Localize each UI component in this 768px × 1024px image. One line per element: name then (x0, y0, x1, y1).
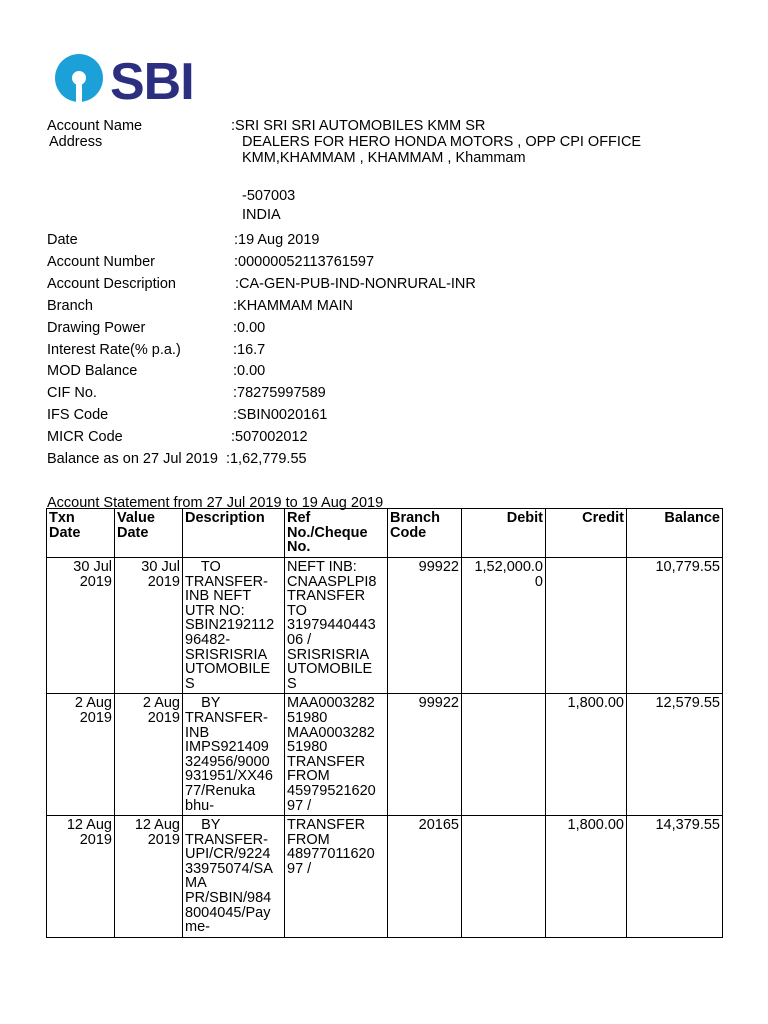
transactions-table (46, 508, 723, 938)
account-number-label: Account Number (47, 254, 155, 270)
balance-cell: 10,779.55 (627, 558, 723, 694)
header-ref: Ref No./Cheque No. (285, 509, 388, 558)
mod-balance-label: MOD Balance (47, 363, 138, 379)
branch-value: :KHAMMAM MAIN (233, 298, 354, 314)
table-row (47, 558, 723, 694)
table-row (47, 694, 723, 816)
debit-cell (462, 816, 546, 938)
credit-cell: 1,800.00 (546, 694, 627, 816)
value-date-cell: 12 Aug 2019 (115, 816, 183, 938)
table-header-row (47, 509, 723, 558)
mod-balance-value: :0.00 (233, 363, 266, 379)
ref-cell: NEFT INB: CNAASPLPI8 TRANSFER TO 31979440443 06 / SRISRISRIA UTOMOBILE S (285, 558, 388, 694)
address-line-4: INDIA (242, 207, 281, 223)
header-credit: Credit (546, 509, 627, 558)
date-value: :19 Aug 2019 (234, 232, 320, 248)
sbi-logo (54, 52, 204, 106)
txn-date-cell: 2 Aug 2019 (47, 694, 115, 816)
header-value-date: Value Date (115, 509, 183, 558)
statement-title: Account Statement from 27 Jul 2019 to 19 Aug 2019 (47, 495, 384, 511)
micr-code-value: :507002012 (231, 429, 308, 445)
interest-rate-value: :16.7 (233, 342, 266, 358)
txn-date-cell: 12 Aug 2019 (47, 816, 115, 938)
txn-date-cell: 30 Jul 2019 (47, 558, 115, 694)
drawing-power-label: Drawing Power (47, 320, 146, 336)
account-name-value: :SRI SRI SRI AUTOMOBILES KMM SR (231, 118, 486, 134)
table-row (47, 816, 723, 938)
value-date-cell: 30 Jul 2019 (115, 558, 183, 694)
micr-code-label: MICR Code (47, 429, 123, 445)
date-label: Date (47, 232, 78, 248)
interest-rate-label: Interest Rate(% p.a.) (47, 342, 181, 358)
cif-label: CIF No. (47, 385, 97, 401)
balance-cell: 12,579.55 (627, 694, 723, 816)
address-line-1: DEALERS FOR HERO HONDA MOTORS , OPP CPI OFFICE (242, 134, 642, 150)
description-cell: BY TRANSFER- INB IMPS921409 324956/9000 931951/XX46 77/Renuka bhu- (183, 694, 285, 816)
ref-cell: MAA0003282 51980 MAA0003282 51980 TRANSFER FROM 45979521620 97 / (285, 694, 388, 816)
account-description-value: :CA-GEN-PUB-IND-NONRURAL-INR (235, 276, 476, 292)
branch-code-cell: 99922 (388, 558, 462, 694)
debit-cell (462, 694, 546, 816)
address-label: Address (49, 134, 103, 150)
branch-code-cell: 20165 (388, 816, 462, 938)
value-date-cell: 2 Aug 2019 (115, 694, 183, 816)
cif-value: :78275997589 (233, 385, 326, 401)
header-txn-date: Txn Date (47, 509, 115, 558)
ifs-code-value: :SBIN0020161 (233, 407, 328, 423)
description-cell: BY TRANSFER- UPI/CR/9224 33975074/SA MA PR/SBIN/984 8004045/Pay me- (183, 816, 285, 938)
description-cell: TO TRANSFER- INB NEFT UTR NO: SBIN2192112 96482- SRISRISRIA UTOMOBILE S (183, 558, 285, 694)
header-debit: Debit (462, 509, 546, 558)
credit-cell (546, 558, 627, 694)
account-number-value: :00000052113761597 (234, 254, 375, 270)
header-description: Description (183, 509, 285, 558)
sbi-logo-text: SBI (110, 53, 194, 106)
address-line-2: KMM,KHAMMAM , KHAMMAM , Khammam (242, 150, 526, 166)
branch-label: Branch (47, 298, 93, 314)
ifs-code-label: IFS Code (47, 407, 109, 423)
drawing-power-value: :0.00 (233, 320, 266, 336)
branch-code-cell: 99922 (388, 694, 462, 816)
balance-cell: 14,379.55 (627, 816, 723, 938)
opening-balance-line: Balance as on 27 Jul 2019 :1,62,779.55 (47, 451, 307, 467)
header-branch-code: Branch Code (388, 509, 462, 558)
account-description-label: Account Description (47, 276, 176, 292)
ref-cell: TRANSFER FROM 48977011620 97 / (285, 816, 388, 938)
address-line-3: -507003 (242, 188, 296, 204)
header-balance: Balance (627, 509, 723, 558)
credit-cell: 1,800.00 (546, 816, 627, 938)
debit-cell: 1,52,000.0 0 (462, 558, 546, 694)
account-name-label: Account Name (47, 118, 143, 134)
